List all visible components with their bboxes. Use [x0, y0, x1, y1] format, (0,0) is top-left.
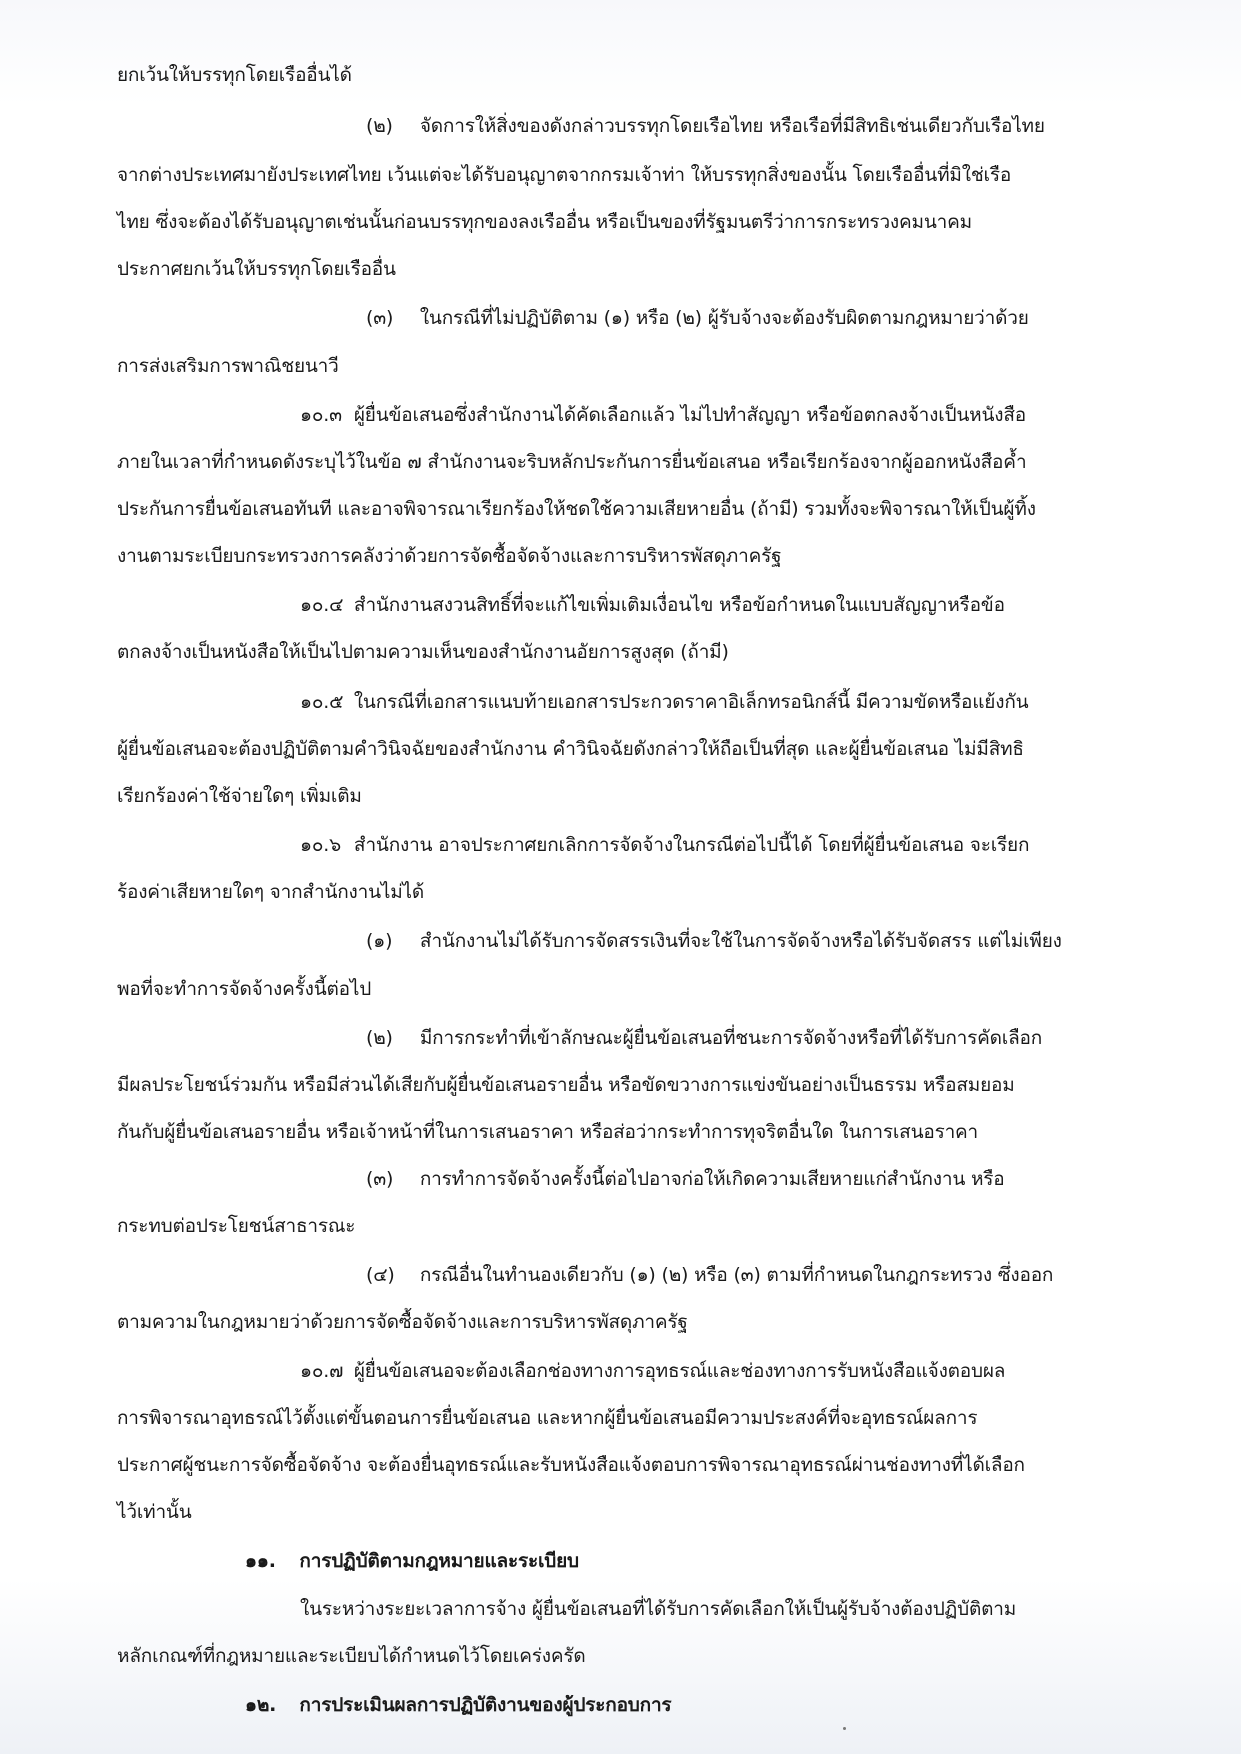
text-line: การพิจารณาอุทธรณ์ไว้ตั้งแต่ขั้นตอนการยื่นข้อเสนอ และหากผู้ยื่นข้อเสนอมีความประสงค์ที่จะอุทธรณ์ผลการ — [117, 1407, 978, 1429]
text-line: ไว้เท่านั้น — [117, 1501, 192, 1523]
section-heading-11: ๑๑. การปฏิบัติตามกฎหมายและระเบียบ — [245, 1546, 579, 1576]
text-line: กันกับผู้ยื่นข้อเสนอรายอื่น หรือเจ้าหน้าที่ในการเสนอราคา หรือส่อว่ากระทำการทุจริตอื่นใด ในการเสนอราคา — [117, 1121, 979, 1143]
item-number: (๒) — [366, 1027, 393, 1049]
text-line: (๓) การทำการจัดจ้างครั้งนี้ต่อไปอาจก่อให้เกิดความเสียหายแก่สำนักงาน หรือ — [366, 1164, 1005, 1194]
text-line: งานตามระเบียบกระทรวงการคลังว่าด้วยการจัดซื้อจัดจ้างและการบริหารพัสดุภาครัฐ — [117, 545, 782, 567]
text-line: ยกเว้นให้บรรทุกโดยเรืออื่นได้ — [117, 64, 352, 86]
text-line: ตกลงจ้างเป็นหนังสือให้เป็นไปตามความเห็นของสำนักงานอัยการสูงสุด (ถ้ามี) — [117, 641, 729, 663]
text-line: ร้องค่าเสียหายใดๆ จากสำนักงานไม่ได้ — [117, 881, 425, 903]
text-line: จากต่างประเทศมายังประเทศไทย เว้นแต่จะได้รับอนุญาตจากกรมเจ้าท่า ให้บรรทุกสิ่งของนั้น โดยเรืออื่นที่มิใช่เรือ — [117, 164, 1012, 186]
text-line: ผู้ยื่นข้อเสนอจะต้องปฏิบัติตามคำวินิจฉัยของสำนักงาน คำวินิจฉัยดังกล่าวให้ถือเป็นที่สุด และผู้ยื่นข้อเสนอ ไม่มีสิทธิ — [117, 738, 1024, 760]
text-line: หลักเกณฑ์ที่กฎหมายและระเบียบได้กำหนดไว้โดยเคร่งครัด — [117, 1645, 586, 1667]
text-line: ประกาศผู้ชนะการจัดซื้อจัดจ้าง จะต้องยื่นอุทธรณ์และรับหนังสือแจ้งตอบการพิจารณาอุทธรณ์ผ่านช่องทางที่ได้เลือก — [117, 1454, 1025, 1476]
text-line: (๒) มีการกระทำที่เข้าลักษณะผู้ยื่นข้อเสนอที่ชนะการจัดจ้างหรือที่ได้รับการคัดเลือก — [366, 1023, 1042, 1053]
scan-speck — [843, 1727, 846, 1730]
text-line: ตามความในกฎหมายว่าด้วยการจัดซื้อจัดจ้างและการบริหารพัสดุภาครัฐ — [117, 1311, 688, 1333]
item-number: (๔) — [366, 1264, 395, 1286]
text-line: พอที่จะทำการจัดจ้างครั้งนี้ต่อไป — [117, 978, 372, 1000]
section-number: ๑๐.๗ — [300, 1360, 344, 1382]
text-line: (๔) กรณีอื่นในทำนองเดียวกับ (๑) (๒) หรือ (๓) ตามที่กำหนดในกฎกระทรวง ซึ่งออก — [366, 1260, 1053, 1290]
section-number: ๑๐.๕ — [300, 691, 344, 713]
text-line: ๑๐.๖ สำนักงาน อาจประกาศยกเลิกการจัดจ้างในกรณีต่อไปนี้ได้ โดยที่ผู้ยื่นข้อเสนอ จะเรียก — [300, 830, 1029, 860]
item-number: (๑) — [366, 930, 393, 952]
item-number: (๓) — [366, 1168, 394, 1190]
text-line: ๑๐.๕ ในกรณีที่เอกสารแนบท้ายเอกสารประกวดราคาอิเล็กทรอนิกส์นี้ มีความขัดหรือแย้งกัน — [300, 687, 1028, 717]
heading-number: ๑๒. — [245, 1694, 277, 1716]
text-line: ประกาศยกเว้นให้บรรทุกโดยเรืออื่น — [117, 258, 396, 280]
section-number: ๑๐.๔ — [300, 594, 344, 616]
text-line: ในระหว่างระยะเวลาการจ้าง ผู้ยื่นข้อเสนอที่ได้รับการคัดเลือกให้เป็นผู้รับจ้างต้องปฏิบัติตาม — [300, 1598, 1017, 1620]
text-line: กระทบต่อประโยชน์สาธารณะ — [117, 1215, 356, 1237]
text-line: ภายในเวลาที่กำหนดดังระบุไว้ในข้อ ๗ สำนักงานจะริบหลักประกันการยื่นข้อเสนอ หรือเรียกร้องจากผู้ออกหนังสือค้ำ — [117, 451, 1027, 473]
item-number: (๓) — [366, 307, 394, 329]
section-number: ๑๐.๖ — [300, 834, 341, 856]
heading-number: ๑๑. — [245, 1550, 276, 1572]
text-line: เรียกร้องค่าใช้จ่ายใดๆ เพิ่มเติม — [117, 785, 362, 807]
section-heading-12: ๑๒. การประเมินผลการปฏิบัติงานของผู้ประกอบการ — [245, 1690, 671, 1720]
text-line: (๑) สำนักงานไม่ได้รับการจัดสรรเงินที่จะใช้ในการจัดจ้างหรือได้รับจัดสรร แต่ไม่เพียง — [366, 926, 1062, 956]
text-line: (๓) ในกรณีที่ไม่ปฏิบัติตาม (๑) หรือ (๒) ผู้รับจ้างจะต้องรับผิดตามกฎหมายว่าด้วย — [366, 303, 1029, 333]
text-line: การส่งเสริมการพาณิชยนาวี — [117, 355, 339, 377]
text-line: มีผลประโยชน์ร่วมกัน หรือมีส่วนได้เสียกับผู้ยื่นข้อเสนอรายอื่น หรือขัดขวางการแข่งขันอย่างเป็นธรรม หรือสมยอม — [117, 1074, 1015, 1096]
text-line: ๑๐.๔ สำนักงานสงวนสิทธิ์ที่จะแก้ไขเพิ่มเติมเงื่อนไข หรือข้อกำหนดในแบบสัญญาหรือข้อ — [300, 590, 1005, 620]
text-line: (๒) จัดการให้สิ่งของดังกล่าวบรรทุกโดยเรือไทย หรือเรือที่มีสิทธิเช่นเดียวกับเรือไทย — [366, 111, 1045, 141]
section-number: ๑๐.๓ — [300, 404, 342, 426]
text-line: ๑๐.๓ ผู้ยื่นข้อเสนอซึ่งสำนักงานได้คัดเลือกแล้ว ไม่ไปทำสัญญา หรือข้อตกลงจ้างเป็นหนังสือ — [300, 400, 1026, 430]
item-number: (๒) — [366, 115, 393, 137]
text-line: ๑๐.๗ ผู้ยื่นข้อเสนอจะต้องเลือกช่องทางการอุทธรณ์และช่องทางการรับหนังสือแจ้งตอบผล — [300, 1356, 1005, 1386]
text-line: ไทย ซึ่งจะต้องได้รับอนุญาตเช่นนั้นก่อนบรรทุกของลงเรืออื่น หรือเป็นของที่รัฐมนตรีว่าการกระทรวงคมนาคม — [117, 211, 972, 233]
text-line: ประกันการยื่นข้อเสนอทันที และอาจพิจารณาเรียกร้องให้ชดใช้ความเสียหายอื่น (ถ้ามี) รวมทั้งจะพิจารณาให้เป็นผู้ทิ้ง — [117, 498, 1036, 520]
